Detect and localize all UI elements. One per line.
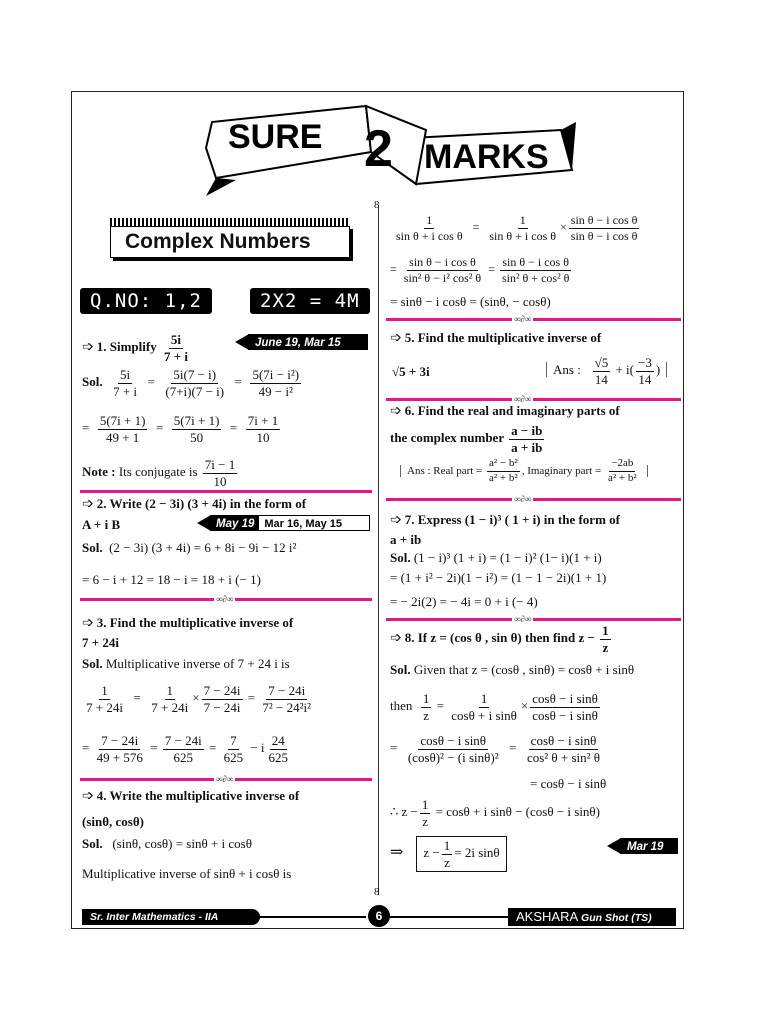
q8-given: Sol. Given that z = (cosθ , sinθ) = cosθ + i sinθ: [390, 662, 635, 677]
q2-solution-line1: Sol. (2 − 3i) (3 + 4i) = 6 + 8i − 9i − 12 i²: [82, 540, 297, 555]
ornament-icon: ∞∂∞: [514, 394, 532, 404]
ornament-icon: ∞∂∞: [514, 494, 532, 504]
q6-answer: Ans : Real part = $\frac{\text{a² − b²}}{\text{a² + b²}}$ , Imaginary part = $\frac{-2ab}{\text{a² + b²}}$: [400, 458, 648, 484]
final-answer-box: z − $\frac{1}{z}$ = 2i sinθ: [416, 836, 506, 872]
q3-solution-line2: $\frac{1}{7 + 24i}$ = $\frac{1}{7 + 24i}$ × $\frac{7 - 24i}{7 - 24i}$ = $\frac{7 - 24i}{\text{7² − 24²i²}}$: [86, 683, 312, 715]
sure-2-marks-banner: [196, 100, 578, 200]
q3-heading-line2: 7 + 24i: [82, 635, 120, 650]
continuation-result: = sinθ − i cosθ = (sinθ, − cosθ): [390, 294, 551, 309]
q8-exam-tag: Mar 19: [620, 838, 678, 854]
q3-solution-line3: = $\frac{7 - 24i}{49 + 576}$ = $\frac{7 - 24i}{625}$ = $\frac{7}{625}$ − i $\frac{24}{625}$: [82, 733, 289, 765]
footer-rule-right: [388, 916, 508, 918]
q1-heading: ➩ 1. Simplify $\frac{5i}{7 + i}$: [82, 332, 188, 364]
q5-heading: ➩ 5. Find the multiplicative inverse of: [390, 330, 602, 346]
ornament-icon: ∞∂∞: [514, 614, 532, 624]
footer-rule-left: [258, 916, 366, 918]
q3-solution-line1: Sol. Multiplicative inverse of 7 + 24 i is: [82, 656, 290, 671]
q4-heading: ➩ 4. Write the multiplicative inverse of: [82, 788, 300, 804]
q7-heading-line2: a + ib: [390, 532, 422, 547]
pointing-hand-icon: ➩: [82, 339, 94, 356]
q2-heading: ➩ 2. Write (2 − 3i) (3 + 4i) in the form of: [82, 496, 307, 512]
pointing-hand-icon: ➩: [390, 403, 402, 419]
q8-step2: = $\frac{\text{cosθ − i sinθ}}{\text{(cosθ)² − (i sinθ)²}}$ = $\frac{\text{cosθ − i sinθ}}{\text{cos² θ + sin² θ}}$: [390, 733, 601, 765]
banner-marks: MARKS: [424, 138, 549, 176]
pointing-hand-icon: ➩: [390, 630, 402, 647]
question-number-box: Q.NO: 1,2: [80, 288, 212, 314]
pointing-hand-icon: ➩: [390, 330, 402, 346]
banner-sure: SURE: [228, 118, 323, 156]
separator: [386, 498, 681, 501]
q3-heading: ➩ 3. Find the multiplicative inverse of: [82, 615, 294, 631]
q6-heading-line2: the complex number $\frac{a - ib}{a + ib}$: [390, 423, 543, 455]
chapter-title: Complex Numbers: [110, 226, 350, 258]
banner-two: 2: [364, 120, 393, 178]
separator: [80, 490, 372, 493]
separator: [386, 398, 681, 401]
q7-heading: ➩ 7. Express (1 − i)³ ( 1 + i) in the form of: [390, 512, 620, 528]
q4-heading-line2: (sinθ, cosθ): [82, 814, 144, 829]
q8-step3: = cosθ − i sinθ: [530, 776, 607, 791]
marks-box: 2X2 = 4M: [250, 288, 370, 314]
pointing-hand-icon: ➩: [390, 512, 402, 528]
q7-solution-line2: = (1 + i² − 2i)(1 − i²) = (1 − 1 − 2i)(1 + 1): [390, 570, 607, 585]
q2-heading-line2: A + i B: [82, 517, 121, 532]
separator: [386, 318, 681, 321]
q2-solution-line2: = 6 − i + 12 = 18 − i = 18 + i (− 1): [82, 572, 261, 587]
footer-brand: AKSHARA Gun Shot (TS): [508, 908, 676, 926]
q5-number: √5 + 3i: [392, 364, 430, 379]
page-number: 6: [368, 905, 390, 927]
continuation-line1: $\frac{1}{\text{sin θ + i cos θ}}$ = $\frac{1}{\text{sin θ + i cos θ}}$ × $\frac{\text{sin θ − i cos θ}}{\text{sin θ − i cos θ}}$: [396, 213, 638, 243]
q8-therefore: ∴ z − $\frac{1}{z}$ = cosθ + i sinθ − (cosθ − i sinθ): [390, 797, 600, 829]
continuation-line2: = $\frac{\text{sin θ − i cos θ}}{\text{sin² θ − i² cos² θ}}$ = $\frac{\text{sin θ − i cos θ}}{\text{sin² θ + cos² θ}}$: [390, 255, 570, 285]
pointing-hand-icon: ➩: [82, 788, 94, 804]
ornament-icon: ∞∂∞: [514, 314, 532, 324]
q5-answer: Ans : $\frac{√5}{14}$ + i( $\frac{-3}{14}$ ): [546, 356, 667, 386]
chapter-stripe: [110, 218, 350, 226]
q2-exam-tag: May 19 Mar 16, May 15: [210, 515, 370, 531]
q7-solution-line3: = − 2i(2) = − 4i = 0 + i (− 4): [390, 594, 538, 609]
q1-note: Note : Its conjugate is $\frac{7i - 1}{10}$: [82, 457, 236, 489]
q8-final: ⇒ z − $\frac{1}{z}$ = 2i sinθ: [390, 836, 507, 872]
q7-solution-line1: Sol. (1 − i)³ (1 + i) = (1 − i)² (1− i)(1 + i): [390, 550, 602, 565]
ornament-icon: ∞∂∞: [216, 774, 234, 784]
q8-heading: ➩ 8. If z = (cos θ , sin θ) then find z − $\frac{1}{z}$: [390, 623, 609, 655]
divider-bottom-mark: 8: [374, 886, 380, 898]
q8-then-line: then $\frac{1}{z}$ = $\frac{1}{\text{cosθ + i sinθ}}$ × $\frac{\text{cosθ − i sinθ}}{\text{cosθ − i sinθ}}$: [390, 691, 598, 723]
q4-solution-line2: Multiplicative inverse of sinθ + i cosθ is: [82, 866, 292, 881]
q1-solution-line2: = $\frac{5(7i + 1)}{49 + 1}$ = $\frac{5(7i + 1)}{50}$ = $\frac{7i + 1}{10}$: [82, 413, 279, 445]
divider-top-mark: 8: [374, 199, 380, 211]
column-divider: [378, 205, 379, 895]
separator: [386, 618, 681, 621]
q6-heading: ➩ 6. Find the real and imaginary parts of: [390, 403, 620, 419]
pointing-hand-icon: ➩: [82, 496, 94, 512]
footer-subject: Sr. Inter Mathematics - IIA: [82, 909, 260, 925]
ornament-icon: ∞∂∞: [216, 594, 234, 604]
q1-exam-tag: June 19, Mar 15: [248, 334, 368, 350]
pointing-hand-icon: ➩: [82, 615, 94, 631]
q4-solution-line1: Sol. (sinθ, cosθ) = sinθ + i cosθ: [82, 836, 252, 851]
q1-solution-line1: Sol. $\frac{5i}{7 + i}$ = $\frac{5i(7 - i)}{(7+i)(7 - i)}$ = $\frac{\text{5(7i − i²)}}{\text{49 − i²}}$: [82, 367, 300, 399]
